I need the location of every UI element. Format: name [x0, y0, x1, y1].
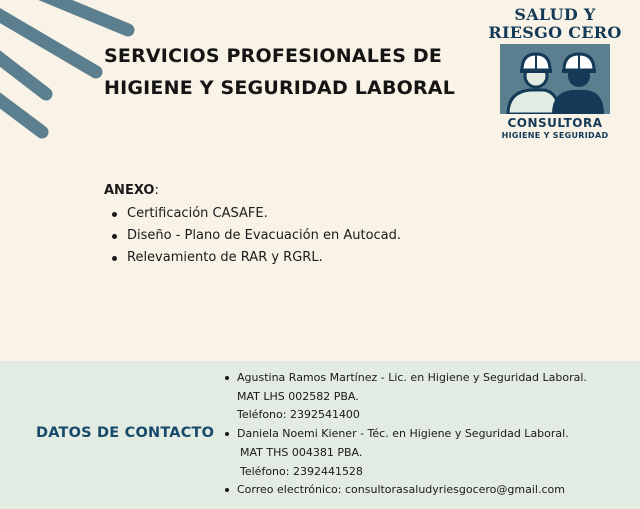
contact-section — [0, 361, 640, 509]
logo-name-line-1: SALUD Y — [514, 5, 596, 24]
annex-colon: : — [154, 183, 159, 198]
person-1-phone: Teléfono: 2392541400 — [237, 408, 360, 422]
logo-name-line-2: RIESGO CERO — [488, 23, 622, 42]
person-1-license: MAT LHS 002582 PBA. — [237, 389, 359, 403]
two-workers-hardhats-icon — [500, 44, 610, 114]
annex-item: Certificación CASAFE. — [104, 203, 401, 225]
annex-heading: ANEXO — [104, 183, 155, 198]
annex-list — [104, 203, 401, 269]
person-2-license: MAT THS 004381 PBA. — [240, 445, 363, 459]
page-title — [104, 40, 455, 104]
contact-item-email: Correo electrónico: consultorasaludyriesgocero@gmail.com — [224, 481, 587, 500]
company-logo — [488, 6, 622, 154]
contact-list — [224, 369, 587, 500]
annex-section — [104, 183, 401, 269]
logo-subtitle: CONSULTORA — [507, 116, 603, 130]
contact-heading: DATOS DE CONTACTO — [36, 425, 215, 441]
contact-item-person-1 — [224, 369, 587, 425]
logo-tagline: HIGIENE Y SEGURIDAD — [501, 131, 609, 140]
title-line-2: HIGIENE Y SEGURIDAD LABORAL — [104, 77, 456, 99]
annex-item: Diseño - Plano de Evacuación en Autocad. — [104, 225, 401, 247]
person-2-phone: Teléfono: 2392441528 — [240, 464, 363, 478]
annex-item: Relevamiento de RAR y RGRL. — [104, 247, 401, 269]
title-line-1: SERVICIOS PROFESIONALES DE — [104, 45, 443, 67]
person-1-name: Agustina Ramos Martínez - Lic. en Higiene y Seguridad Laboral. — [237, 371, 587, 384]
person-2-name: Daniela Noemi Kiener - Téc. en Higiene y Seguridad Laboral. — [237, 427, 569, 441]
contact-item-person-2 — [224, 425, 587, 481]
